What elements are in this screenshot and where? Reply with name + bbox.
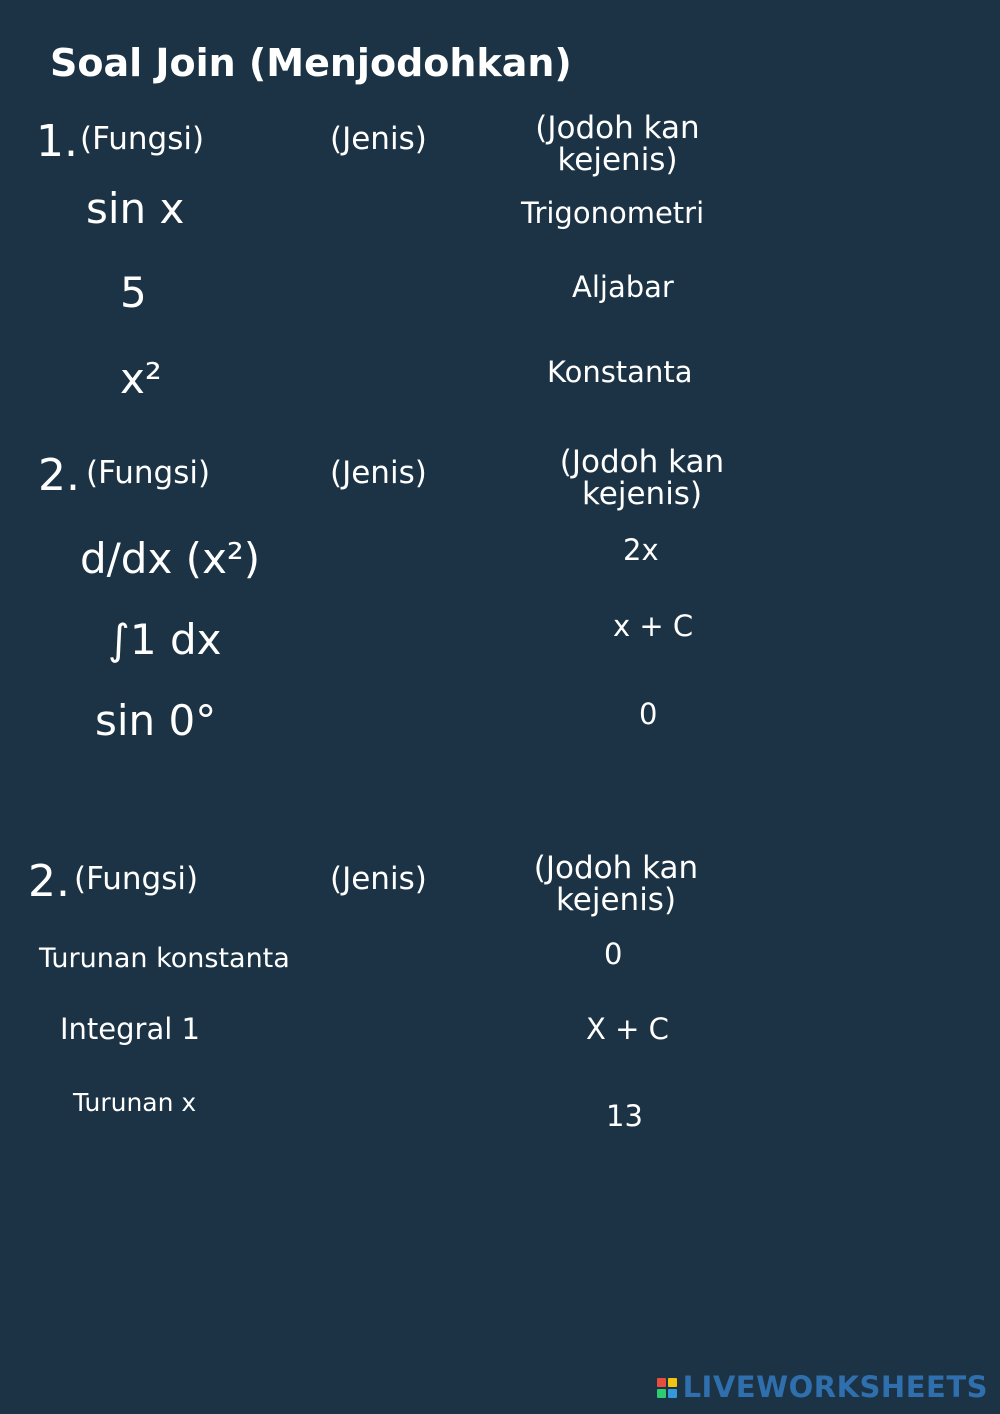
header-jenis: (Jenis) [330,121,427,157]
function-item[interactable]: sin x [86,184,185,233]
type-item[interactable]: 2x [623,533,659,567]
logo-square [668,1389,677,1398]
section-number: 2. [38,450,80,501]
type-item[interactable]: X + C [586,1012,669,1046]
function-item[interactable]: Integral 1 [60,1012,200,1046]
header-fungsi: (Fungsi) [74,861,199,897]
type-item[interactable]: Trigonometri [521,196,705,230]
header-jenis: (Jenis) [330,861,427,897]
function-item[interactable]: 5 [120,268,147,317]
section-number: 2. [28,856,70,907]
header-match [553,446,731,510]
logo-square [668,1378,677,1387]
header-match-line2: kejenis) [557,142,678,178]
header-match-line1: (Jodoh kan [559,444,725,480]
type-item[interactable]: Aljabar [572,270,674,304]
function-item[interactable]: ∫1 dx [108,615,222,664]
header-match [527,852,705,916]
type-item[interactable]: 13 [606,1099,643,1133]
header-match-line2: kejenis) [555,882,677,918]
liveworksheets-watermark[interactable] [657,1370,988,1404]
header-match [530,112,705,176]
header-match-line1: (Jodoh kan [535,110,700,146]
watermark-text: LIVEWORKSHEETS [682,1370,988,1404]
type-item[interactable]: 0 [604,937,623,971]
type-item[interactable]: 0 [639,697,658,731]
function-item[interactable]: sin 0° [95,696,217,745]
header-match-line1: (Jodoh kan [533,850,699,886]
header-fungsi: (Fungsi) [86,455,211,491]
liveworksheets-logo-icon [657,1378,677,1398]
header-match-line2: kejenis) [581,476,703,512]
function-item[interactable]: d/dx (x²) [80,534,261,583]
section-number: 1. [36,116,78,167]
type-item[interactable]: x + C [613,609,694,643]
type-item[interactable]: Konstanta [547,355,693,389]
function-item[interactable]: Turunan konstanta [39,943,290,974]
function-item[interactable]: x² [120,354,162,403]
logo-square [657,1378,666,1387]
header-jenis: (Jenis) [330,455,427,491]
header-fungsi: (Fungsi) [80,121,205,157]
logo-square [657,1389,666,1398]
page-title: Soal Join (Menjodohkan) [50,41,572,85]
function-item[interactable]: Turunan x [73,1088,197,1117]
